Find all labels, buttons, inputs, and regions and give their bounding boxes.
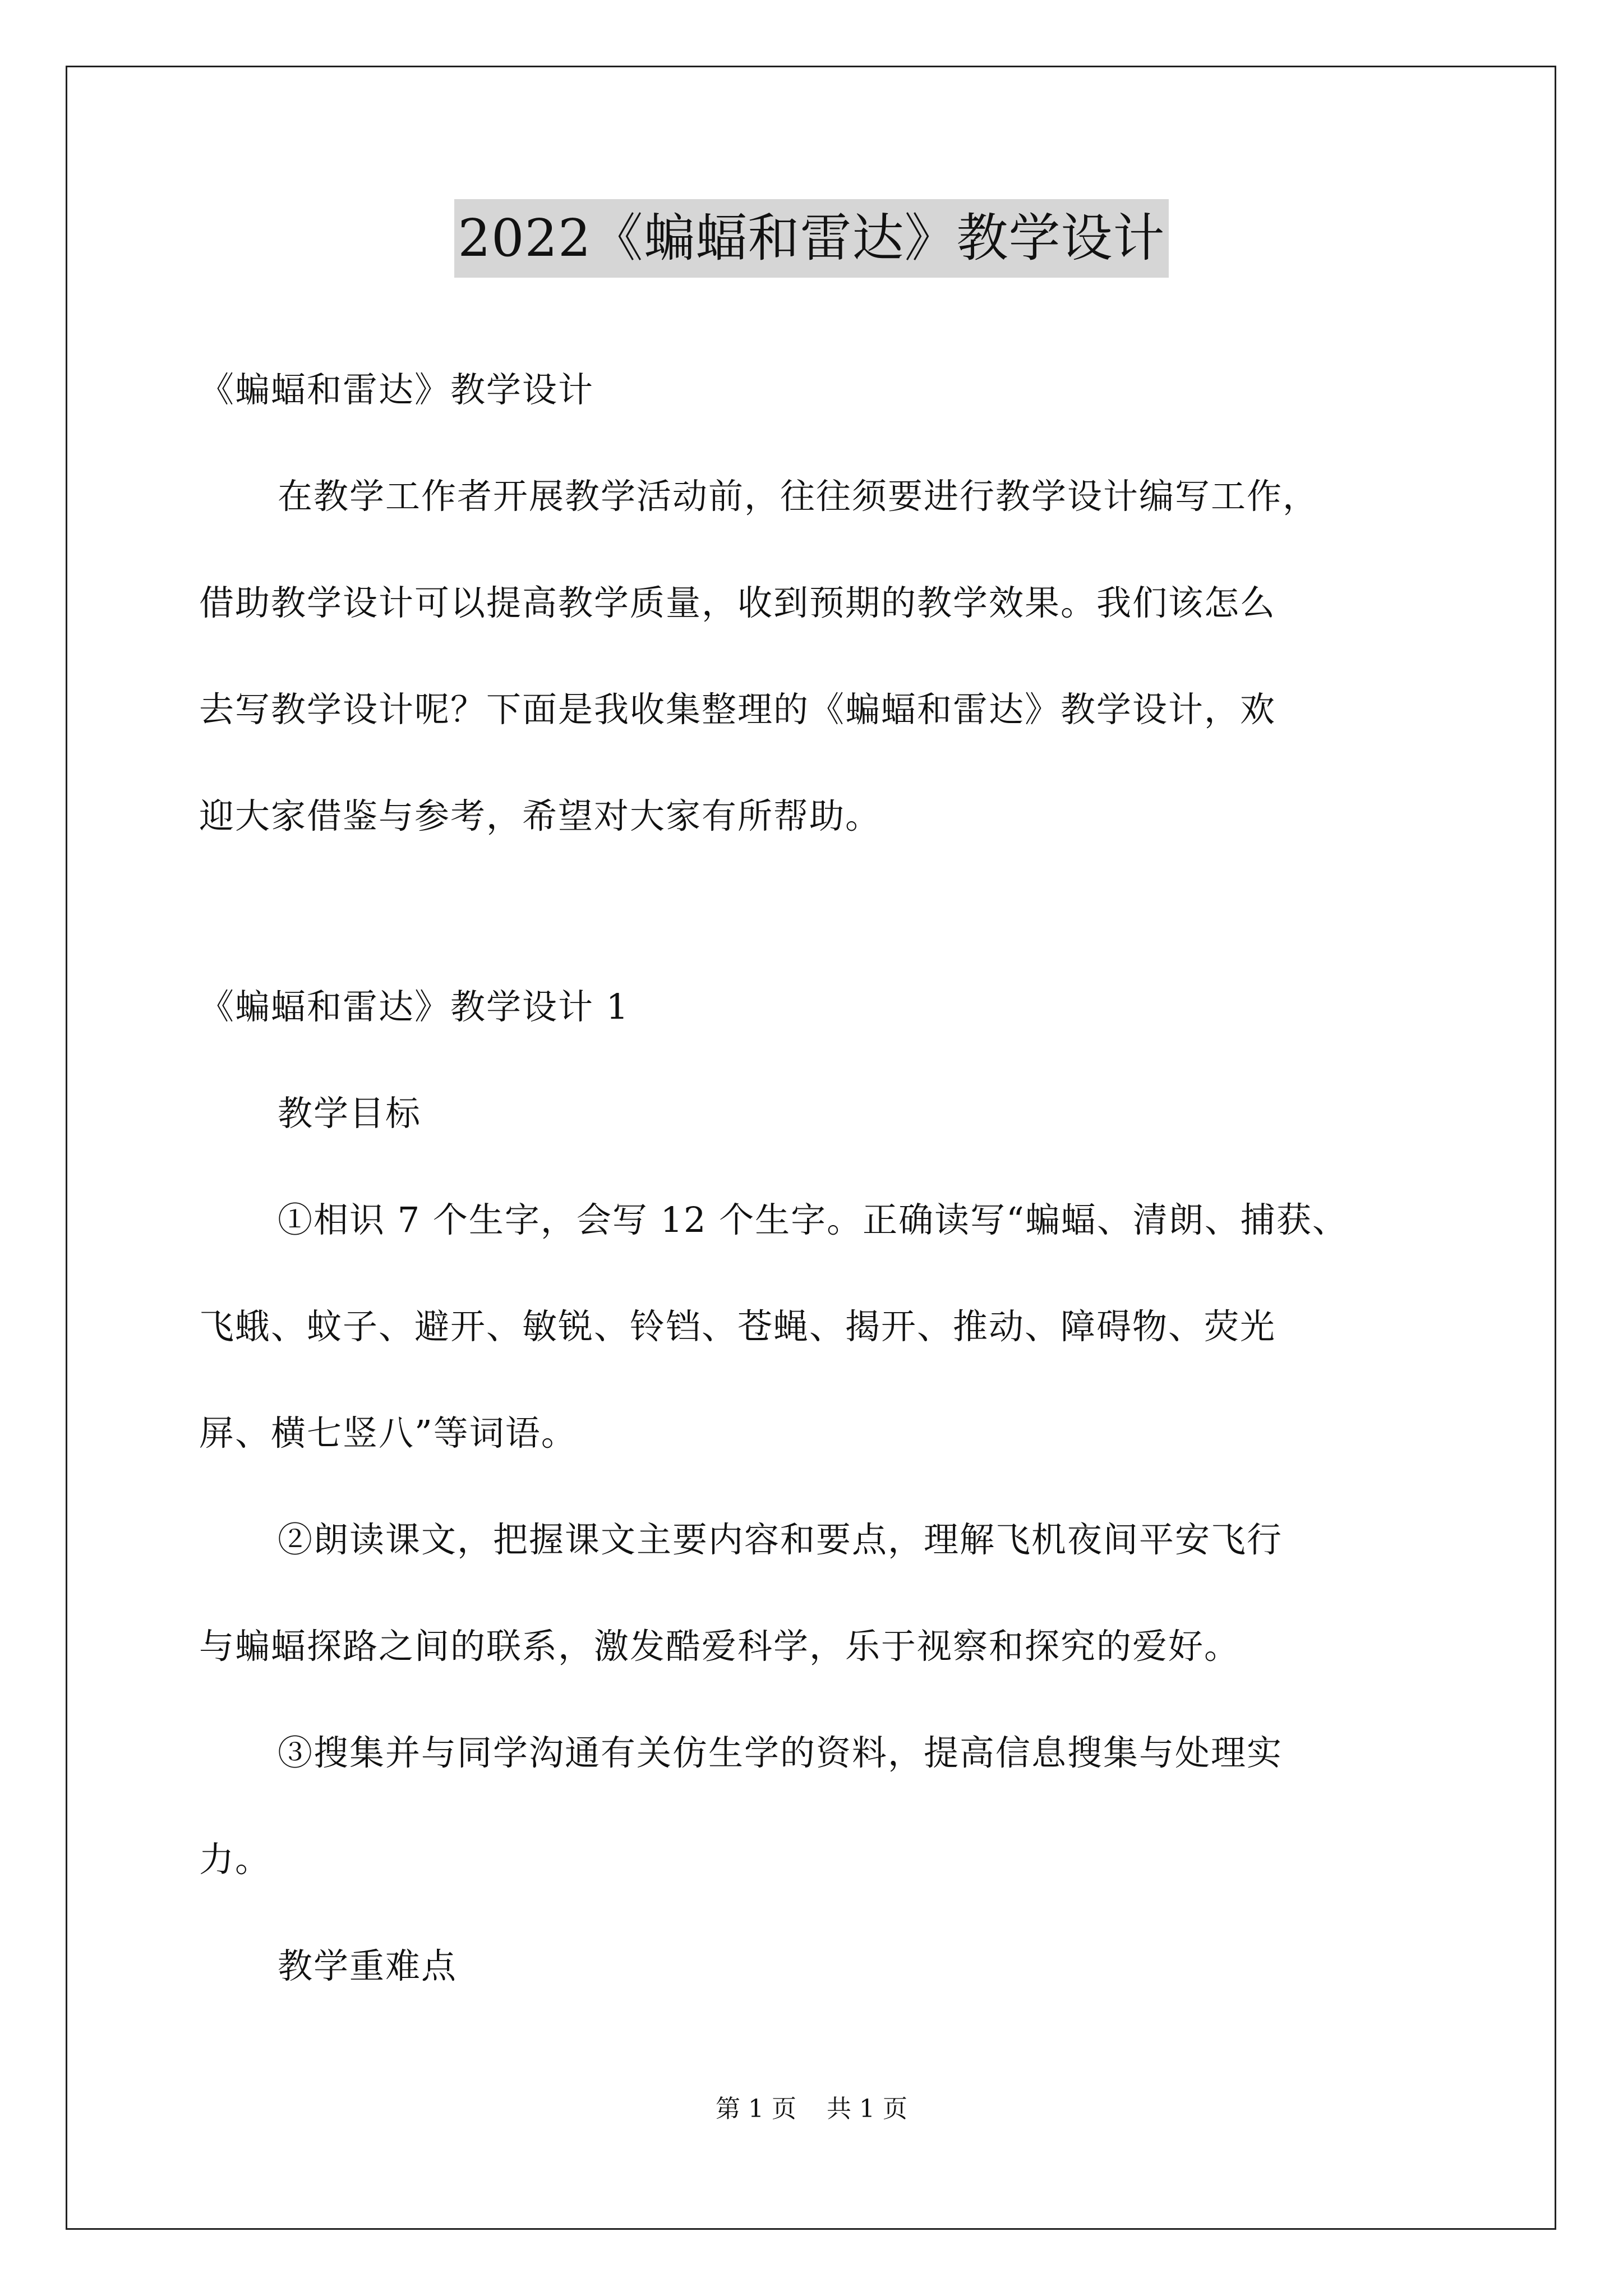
goal2-line-2: 与蝙蝠探路之间的联系，激发酷爱科学，乐于视察和探究的爱好。: [199, 1626, 1241, 1667]
goal3-line-2: 力。: [199, 1839, 271, 1880]
intro-line-1: 在教学工作者开展教学活动前，往往须要进行教学设计编写工作，: [278, 476, 1319, 517]
goal1-line-3: 屏、横七竖八”等词语。: [199, 1412, 577, 1453]
document-title: 2022《蝙蝠和雷达》教学设计: [454, 199, 1168, 278]
page-number: 第 1 页: [716, 2095, 796, 2123]
section-title: 《蝙蝠和雷达》教学设计 1: [199, 986, 630, 1027]
intro-line-2: 借助教学设计可以提高教学质量，收到预期的教学效果。我们该怎么: [199, 582, 1276, 623]
page-total: 共 1 页: [827, 2095, 907, 2123]
title-container: [0, 199, 1623, 278]
goal3-line-1: ③搜集并与同学沟通有关仿生学的资料，提高信息搜集与处理实: [278, 1732, 1283, 1773]
goal2-line-1: ②朗读课文，把握课文主要内容和要点，理解飞机夜间平安飞行: [278, 1519, 1283, 1560]
page-footer: [0, 2092, 1623, 2126]
subtitle: 《蝙蝠和雷达》教学设计: [199, 369, 594, 410]
goals-heading: 教学目标: [278, 1093, 422, 1134]
intro-line-3: 去写教学设计呢？下面是我收集整理的《蝙蝠和雷达》教学设计，欢: [199, 689, 1276, 730]
goal1-line-2: 飞蛾、蚊子、避开、敏锐、铃铛、苍蝇、揭开、推动、障碍物、荧光: [199, 1306, 1276, 1347]
difficulty-heading: 教学重难点: [278, 1945, 458, 1986]
document-body: [199, 337, 1433, 2019]
intro-line-4: 迎大家借鉴与参考，希望对大家有所帮助。: [199, 795, 882, 836]
goal1-line-1: ①相识 7 个生字，会写 12 个生字。正确读写“蝙蝠、清朗、捕获、: [278, 1199, 1348, 1240]
